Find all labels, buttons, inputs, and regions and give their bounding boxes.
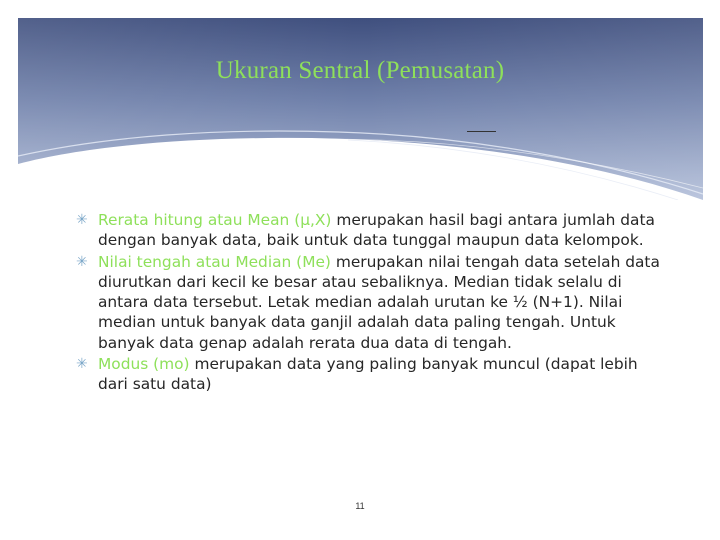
term-mean: Rerata hitung atau Mean (μ,X) — [98, 211, 332, 229]
bullet-list — [76, 210, 666, 396]
header-banner — [18, 18, 703, 200]
term-median: Nilai tengah atau Median (Me) — [98, 252, 331, 271]
list-item — [76, 252, 666, 353]
page-number: 11 — [355, 501, 365, 511]
description-mean: merupakan hasil bagi antara jumlah data dengan banyak data, baik untuk data tunggal maupun data kelompok. — [98, 211, 655, 250]
page-title: Ukuran Sentral (Pemusatan) — [215, 57, 505, 84]
list-item — [76, 210, 666, 251]
header-background — [18, 18, 703, 200]
asterisk-bullet-icon: ✳ — [76, 212, 88, 228]
asterisk-bullet-icon: ✳ — [76, 356, 88, 373]
list-item — [76, 354, 666, 395]
description-modus: merupakan data yang paling banyak muncul (dapat lebih dari satu data) — [98, 355, 638, 394]
asterisk-bullet-icon: ✳ — [76, 253, 88, 270]
term-modus: Modus (mo) — [98, 355, 190, 374]
decorative-line — [467, 131, 496, 132]
description-median: merupakan nilai tengah data setelah data diurutkan dari kecil ke besar atau sebaliknya. Median tidak selalu di antara data tersebut. Letak median adalah urutan ke ½ (N+1). Nilai median untuk banyak data ganjil adalah data paling tengah. Untuk banyak data genap adalah rerata dua data di tengah. — [98, 252, 660, 352]
